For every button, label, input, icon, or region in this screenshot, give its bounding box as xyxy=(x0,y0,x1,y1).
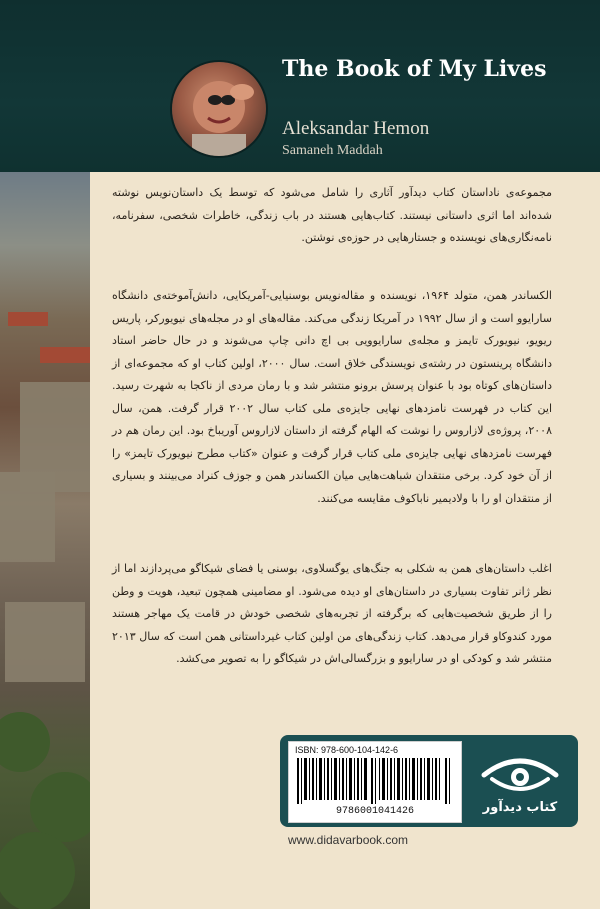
header-band xyxy=(0,0,600,172)
author-name: Aleksandar Hemon xyxy=(282,118,430,139)
series-description: مجموعه‌ی ناداستان کتاب دیدآور آثاری را شامل می‌شود که توسط یک داستان‌نویس نوشته شده‌اند اما اثری داستانی نیستند. کتاب‌هایی هستند در باب زندگی، خاطرات شخصی، سفرنامه، نامه‌نگاری‌های نویسنده و جستارهایی در حوزه‌ی نوشتن. xyxy=(112,186,552,244)
author-portrait-illustration xyxy=(172,62,266,156)
stone-house xyxy=(5,602,85,682)
publisher-logo-text: کتاب دیدآور xyxy=(482,800,558,815)
town-photo-strip xyxy=(0,172,90,909)
translator-name: Samaneh Maddah xyxy=(282,143,383,158)
isbn-barcode-box xyxy=(288,741,462,823)
book-title: The Book of My Lives xyxy=(282,56,547,82)
author-biography: الکساندر همن، متولد ۱۹۶۴، نویسنده و مقاله‌نویس بوسنیایی-آمریکایی، دانش‌آموخته‌ی دانشگاه سارایوو است و از سال ۱۹۹۲ در آمریکا زندگی می‌کند. مقاله‌های او در مجله‌های نیویورکر، پاریس ریویو، نیویورک تایمز و مجله‌ی سارایوویی بی اچ دانی چاپ می‌شوند و در حال حاضر استاد دانشگاه پرینستون در رشته‌ی نویسندگی خلاق است. سال ۲۰۰۰، اولین کتاب او که مجموعه‌ای از داستان‌های کوتاه بود با عنوان پرسش برونو منتشر شد و با رمان مردی از ناکجا به شهرت رسید. این کتاب در فهرست نامزدهای نهایی جایزه‌ی ملی کتاب سال ۲۰۰۲ قرار گرفت. همن، سال ۲۰۰۸، پروژه‌ی لازاروس را نوشت که الهام گرفته از داستان لازاروس آوریباخ بود. این رمان هم در فهرست نامزدهای نهایی جایزه‌ی ملی کتاب قرار گرفت و عنوان «کتاب مطرح نیویورک تایمز» را از آن خود کرد. برخی منتقدان شباهت‌هایی میان الکساندر همن و جوزف کنراد می‌بینند و بسیاری از منتقدان او را با ولادیمیر ناباکوف مقایسه می‌کنند. xyxy=(112,289,552,505)
barcode-number: 9786001041426 xyxy=(335,806,414,817)
tree xyxy=(0,832,75,909)
barcode-icon xyxy=(297,758,453,804)
isbn-label: ISBN: 978-600-104-142-6 xyxy=(295,745,399,755)
rooftop xyxy=(8,312,48,326)
tree xyxy=(0,712,50,772)
author-portrait xyxy=(172,62,266,156)
stone-house xyxy=(0,472,55,562)
book-summary: اغلب داستان‌های همن به شکلی به جنگ‌های یوگسلاوی، بوسنی یا فضای شیکاگو می‌پردازند اما از نظر ژانر تفاوت بسیاری در داستان‌های او دیده می‌شود. او مضامینی همچون تبعید، هویت و وطن را از طریق شخصیت‌هایی که برگرفته از تجربه‌های شخصی خودش در قامت یک مهاجر هستند مورد کندوکاو قرار می‌دهد. کتاب زندگی‌های من اولین کتاب غیرداستانی همن است که سال ۲۰۱۳ منتشر شد و کودکی او در سارایوو و بزرگسالی‌اش در شیکاگو را به تصویر می‌کشد. xyxy=(112,562,552,665)
rooftop xyxy=(40,347,90,363)
publisher-website[interactable]: www.didavarbook.com xyxy=(288,833,409,847)
